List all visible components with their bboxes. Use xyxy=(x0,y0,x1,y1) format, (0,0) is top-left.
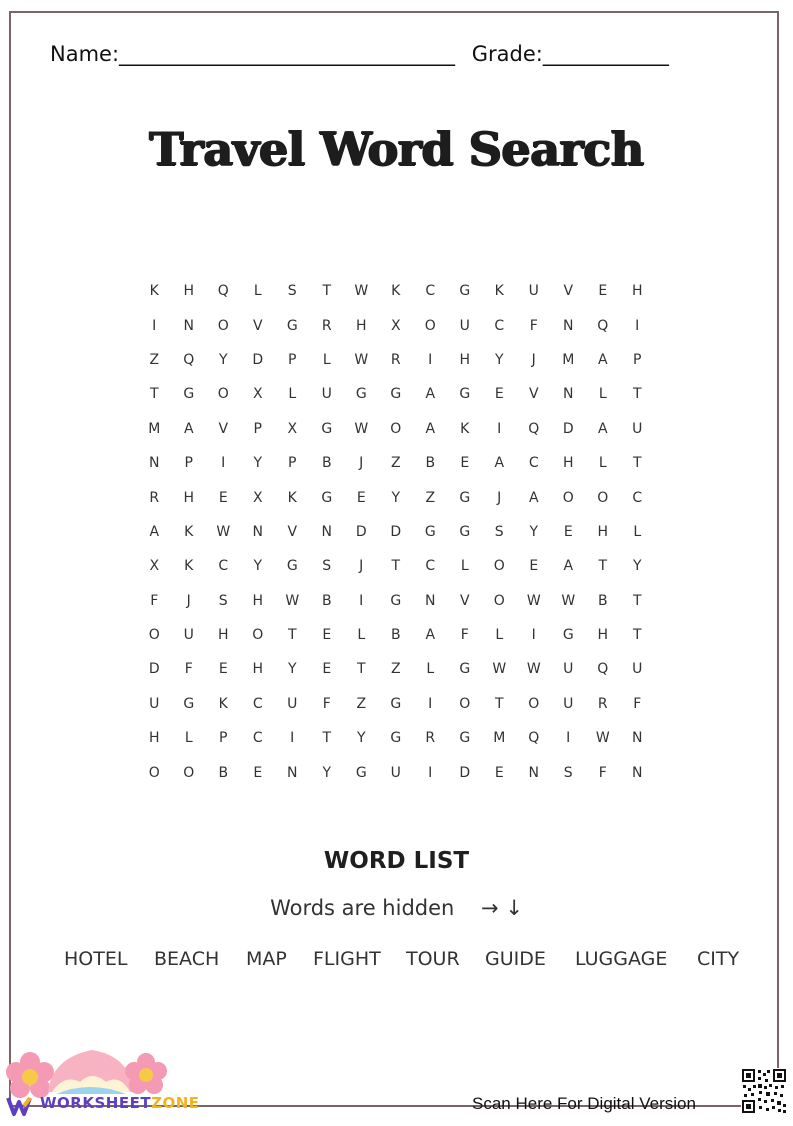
grid-cell[interactable]: M xyxy=(562,351,575,368)
grid-row xyxy=(137,549,655,583)
grid-cell[interactable]: N xyxy=(563,386,574,403)
grid-cell[interactable]: G xyxy=(459,283,471,300)
grid-cell[interactable]: O xyxy=(217,386,229,403)
grid-cell[interactable]: G xyxy=(459,386,471,403)
grid-cell[interactable]: E xyxy=(218,661,228,678)
grid-cell[interactable]: J xyxy=(497,489,502,506)
grid-cell[interactable]: A xyxy=(528,489,539,506)
word-list-title: WORD LIST xyxy=(323,848,470,874)
grid-cell[interactable]: U xyxy=(632,420,643,437)
grid-cell[interactable]: W xyxy=(561,592,576,609)
grid-cell[interactable]: K xyxy=(184,558,194,575)
grid-cell[interactable]: H xyxy=(459,351,471,368)
grid-cell[interactable]: Z xyxy=(356,695,367,712)
grid-cell[interactable]: G xyxy=(321,489,333,506)
grid-cell[interactable]: E xyxy=(322,661,332,678)
grid-cell[interactable]: G xyxy=(355,386,367,403)
grid-cell[interactable]: C xyxy=(218,558,229,575)
brand-main: WORKSHEET xyxy=(40,1094,152,1112)
grid-row xyxy=(137,618,655,652)
grid-cell[interactable]: J xyxy=(531,351,536,368)
grid-cell[interactable]: V xyxy=(287,523,298,540)
grid-cell[interactable]: R xyxy=(597,695,608,712)
grid-cell[interactable]: W xyxy=(595,730,610,747)
grid-cell[interactable]: G xyxy=(286,558,298,575)
grid-cell[interactable]: S xyxy=(563,764,573,781)
grid-cell[interactable]: B xyxy=(597,592,608,609)
grid-cell[interactable]: K xyxy=(218,695,228,712)
grid-cell[interactable]: S xyxy=(287,283,297,300)
grid-cell[interactable]: C xyxy=(425,558,436,575)
grid-cell[interactable]: G xyxy=(183,386,195,403)
grid-row xyxy=(137,584,655,618)
grid-cell[interactable]: E xyxy=(563,523,573,540)
grid-cell[interactable]: Y xyxy=(218,351,228,368)
grid-cell[interactable]: U xyxy=(149,695,160,712)
grid-cell[interactable]: U xyxy=(563,661,574,678)
grid-cell[interactable]: G xyxy=(459,730,471,747)
grid-cell[interactable]: O xyxy=(148,764,160,781)
grid-row xyxy=(137,721,655,755)
grid-cell[interactable]: T xyxy=(356,661,366,678)
grid-row xyxy=(137,274,655,308)
grid-cell[interactable]: D xyxy=(355,523,367,540)
grid-cell[interactable]: A xyxy=(597,351,608,368)
grid-cell[interactable]: K xyxy=(460,420,470,437)
grid-cell[interactable]: L xyxy=(460,558,469,575)
grid-cell[interactable]: G xyxy=(562,627,574,644)
grid-cell[interactable]: N xyxy=(252,523,263,540)
grid-cell[interactable]: A xyxy=(183,420,194,437)
grid-cell[interactable]: G xyxy=(459,489,471,506)
grid-cell[interactable]: Y xyxy=(253,455,263,472)
grid-cell[interactable]: B xyxy=(425,455,436,472)
grid-cell[interactable]: I xyxy=(152,317,157,334)
grid-cell[interactable]: K xyxy=(287,489,297,506)
grid-cell[interactable]: Z xyxy=(425,489,436,506)
grid-cell[interactable]: N xyxy=(528,764,539,781)
grid-cell[interactable]: G xyxy=(424,523,436,540)
grid-row xyxy=(137,652,655,686)
grid-cell[interactable]: N xyxy=(287,764,298,781)
grid-cell[interactable]: U xyxy=(563,695,574,712)
grid-cell[interactable]: G xyxy=(390,695,402,712)
grid-cell[interactable]: C xyxy=(528,455,539,472)
grid-cell[interactable]: N xyxy=(632,730,643,747)
grid-cell[interactable]: D xyxy=(562,420,574,437)
qr-code-icon[interactable] xyxy=(741,1068,787,1114)
grid-cell[interactable]: S xyxy=(322,558,332,575)
grid-cell[interactable]: G xyxy=(321,420,333,437)
grid-cell[interactable]: S xyxy=(494,523,504,540)
grid-cell[interactable]: C xyxy=(252,730,263,747)
grid-cell[interactable]: A xyxy=(597,420,608,437)
grid-cell[interactable]: W xyxy=(354,283,369,300)
grid-cell[interactable]: F xyxy=(460,627,469,644)
grid-cell[interactable]: O xyxy=(562,489,574,506)
grid-cell[interactable]: U xyxy=(459,317,470,334)
grid-cell[interactable]: Y xyxy=(494,351,504,368)
grid-cell[interactable]: A xyxy=(494,455,505,472)
grid-cell[interactable]: H xyxy=(562,455,574,472)
grid-cell[interactable]: Z xyxy=(390,661,401,678)
worksheetzone-logo[interactable] xyxy=(0,1040,210,1122)
grid-cell[interactable]: Q xyxy=(597,317,609,334)
grid-cell[interactable]: T xyxy=(632,386,642,403)
grid-cell[interactable]: P xyxy=(288,351,297,368)
grid-cell[interactable]: O xyxy=(528,695,540,712)
grid-cell[interactable]: E xyxy=(460,455,470,472)
grid-cell[interactable]: N xyxy=(183,317,194,334)
brand-wordmark xyxy=(40,1094,200,1112)
grid-cell[interactable]: L xyxy=(598,386,607,403)
grid-cell[interactable]: O xyxy=(493,558,505,575)
grid-cell[interactable]: W xyxy=(354,351,369,368)
grid-cell[interactable]: G xyxy=(286,317,298,334)
grid-cell[interactable]: O xyxy=(148,627,160,644)
grid-cell[interactable]: G xyxy=(459,661,471,678)
grid-cell[interactable]: H xyxy=(597,627,609,644)
grid-cell[interactable]: Y xyxy=(632,558,642,575)
grid-cell[interactable]: F xyxy=(150,592,159,609)
word-item: LUGGAGE xyxy=(575,948,668,970)
grid-cell[interactable]: X xyxy=(149,558,160,575)
grid-cell[interactable]: O xyxy=(459,695,471,712)
grid-cell[interactable]: P xyxy=(219,730,228,747)
grid-cell[interactable]: U xyxy=(632,661,643,678)
word-item: GUIDE xyxy=(485,948,546,970)
grid-cell[interactable]: Y xyxy=(391,489,401,506)
grid-cell[interactable]: S xyxy=(218,592,228,609)
grid-cell[interactable]: W xyxy=(354,420,369,437)
grid-cell[interactable]: I xyxy=(428,764,433,781)
grid-row xyxy=(137,343,655,377)
grid-cell[interactable]: K xyxy=(184,523,194,540)
grid-cell[interactable]: D xyxy=(390,523,402,540)
grid-cell[interactable]: U xyxy=(183,627,194,644)
grid-cell[interactable]: D xyxy=(459,764,471,781)
grid-cell[interactable]: N xyxy=(149,455,160,472)
grid-cell[interactable]: F xyxy=(633,695,642,712)
grid-cell[interactable]: Q xyxy=(597,661,609,678)
grid-cell[interactable]: L xyxy=(288,386,297,403)
grid-cell[interactable]: H xyxy=(148,730,160,747)
grid-cell[interactable]: T xyxy=(322,283,332,300)
grid-cell[interactable]: T xyxy=(149,386,159,403)
grid-cell[interactable]: K xyxy=(149,283,159,300)
word-item: CITY xyxy=(697,948,740,970)
grid-cell[interactable]: T xyxy=(632,627,642,644)
grid-cell[interactable]: O xyxy=(424,317,436,334)
grid-cell[interactable]: Q xyxy=(528,420,540,437)
grid-cell[interactable]: L xyxy=(633,523,642,540)
header-line xyxy=(50,42,740,66)
grid-cell[interactable]: V xyxy=(218,420,229,437)
grid-cell[interactable]: Z xyxy=(149,351,160,368)
grid-cell[interactable]: V xyxy=(252,317,263,334)
grid-cell[interactable]: H xyxy=(631,283,643,300)
grid-cell[interactable]: V xyxy=(459,592,470,609)
grid-cell[interactable]: G xyxy=(355,764,367,781)
grid-cell[interactable]: G xyxy=(390,730,402,747)
grid-cell[interactable]: N xyxy=(632,764,643,781)
grid-cell[interactable]: B xyxy=(321,592,332,609)
grid-cell[interactable]: Y xyxy=(322,764,332,781)
grid-cell[interactable]: P xyxy=(253,420,262,437)
grid-cell[interactable]: T xyxy=(391,558,401,575)
grid-row xyxy=(137,377,655,411)
grid-cell[interactable]: E xyxy=(253,764,263,781)
grid-cell[interactable]: A xyxy=(425,627,436,644)
grid-cell[interactable]: P xyxy=(288,455,297,472)
scan-text: Scan Here For Digital Version xyxy=(472,1094,696,1113)
grid-cell[interactable]: N xyxy=(425,592,436,609)
grid-cell[interactable]: T xyxy=(287,627,297,644)
grid-cell[interactable]: A xyxy=(425,386,436,403)
grid-row xyxy=(137,515,655,549)
grid-cell[interactable]: G xyxy=(183,695,195,712)
grid-cell[interactable]: Q xyxy=(528,730,540,747)
grid-cell[interactable]: C xyxy=(425,283,436,300)
grid-row xyxy=(137,308,655,342)
grid-cell[interactable]: Y xyxy=(253,558,263,575)
grid-cell[interactable]: U xyxy=(528,283,539,300)
grid-cell[interactable]: D xyxy=(252,351,264,368)
grid-cell[interactable]: U xyxy=(287,695,298,712)
word-list xyxy=(64,948,754,978)
grid-cell[interactable]: C xyxy=(494,317,505,334)
grid-cell[interactable]: T xyxy=(632,592,642,609)
grid-cell[interactable]: G xyxy=(390,592,402,609)
grid-cell[interactable]: H xyxy=(217,627,229,644)
grid-cell[interactable]: O xyxy=(252,627,264,644)
grid-cell[interactable]: X xyxy=(252,489,263,506)
word-item: BEACH xyxy=(154,948,220,970)
grid-cell[interactable]: V xyxy=(528,386,539,403)
grid-cell[interactable]: E xyxy=(322,627,332,644)
word-item: MAP xyxy=(246,948,287,970)
grid-cell[interactable]: O xyxy=(597,489,609,506)
grade-field[interactable]: Grade:____________ xyxy=(471,42,669,66)
grid-cell[interactable]: F xyxy=(598,764,607,781)
grid-cell[interactable]: W xyxy=(526,592,541,609)
grid-cell[interactable]: R xyxy=(425,730,436,747)
grid-cell[interactable]: O xyxy=(217,317,229,334)
grid-cell[interactable]: L xyxy=(322,351,331,368)
grid-cell[interactable]: O xyxy=(390,420,402,437)
grid-cell[interactable]: F xyxy=(184,661,193,678)
grid-cell[interactable]: A xyxy=(563,558,574,575)
grid-cell[interactable]: L xyxy=(426,661,435,678)
grid-cell[interactable]: J xyxy=(359,558,364,575)
grid-cell[interactable]: O xyxy=(493,592,505,609)
grid-cell[interactable]: G xyxy=(459,523,471,540)
word-item: TOUR xyxy=(406,948,460,970)
grid-cell[interactable]: F xyxy=(529,317,538,334)
grid-cell[interactable]: P xyxy=(633,351,642,368)
grid-cell[interactable]: A xyxy=(149,523,160,540)
grid-cell[interactable]: M xyxy=(148,420,161,437)
grid-cell[interactable]: Q xyxy=(183,351,195,368)
grid-cell[interactable]: B xyxy=(321,455,332,472)
grid-cell[interactable]: B xyxy=(390,627,401,644)
grid-row xyxy=(137,480,655,514)
grid-cell[interactable]: M xyxy=(493,730,506,747)
grid-cell[interactable]: N xyxy=(321,523,332,540)
grid-cell[interactable]: I xyxy=(531,627,536,644)
grid-cell[interactable]: X xyxy=(287,420,298,437)
grid-cell[interactable]: T xyxy=(598,558,608,575)
grid-cell[interactable]: I xyxy=(290,730,295,747)
grid-cell[interactable]: E xyxy=(494,764,504,781)
grid-cell[interactable]: W xyxy=(492,661,507,678)
grid-cell[interactable]: I xyxy=(566,730,571,747)
grid-cell[interactable]: E xyxy=(529,558,539,575)
grid-cell[interactable]: H xyxy=(252,661,264,678)
word-item: FLIGHT xyxy=(313,948,381,970)
grid-cell[interactable]: K xyxy=(391,283,401,300)
grid-cell[interactable]: H xyxy=(252,592,264,609)
grid-cell[interactable]: F xyxy=(322,695,331,712)
grid-cell[interactable]: K xyxy=(494,283,504,300)
grid-cell[interactable]: C xyxy=(252,695,263,712)
grid-cell[interactable]: R xyxy=(321,317,332,334)
grid-cell[interactable]: Q xyxy=(217,283,229,300)
grid-cell[interactable]: B xyxy=(218,764,229,781)
grid-cell[interactable]: U xyxy=(390,764,401,781)
grid-cell[interactable]: T xyxy=(494,695,504,712)
grid-cell[interactable]: E xyxy=(218,489,228,506)
grid-cell[interactable]: J xyxy=(359,455,364,472)
grid-cell[interactable]: I xyxy=(497,420,502,437)
grid-cell[interactable]: H xyxy=(355,317,367,334)
word-list-hint: Words are hidden → ↓ xyxy=(270,896,523,920)
grid-cell[interactable]: Z xyxy=(390,455,401,472)
letter-grid xyxy=(137,274,655,790)
word-item: HOTEL xyxy=(64,948,128,970)
grid-cell[interactable]: U xyxy=(321,386,332,403)
grid-cell[interactable]: L xyxy=(495,627,504,644)
grid-cell[interactable]: Y xyxy=(287,661,297,678)
grid-cell[interactable]: R xyxy=(149,489,160,506)
grid-row xyxy=(137,687,655,721)
grid-cell[interactable]: E xyxy=(598,283,608,300)
grid-cell[interactable]: L xyxy=(184,730,193,747)
grid-cell[interactable]: I xyxy=(221,455,226,472)
grid-cell[interactable]: O xyxy=(183,764,195,781)
grid-cell[interactable]: X xyxy=(252,386,263,403)
grid-cell[interactable]: I xyxy=(428,695,433,712)
grid-cell[interactable]: W xyxy=(216,523,231,540)
grid-cell[interactable]: I xyxy=(635,317,640,334)
grid-cell[interactable]: V xyxy=(563,283,574,300)
page-title: Travel Word Search xyxy=(149,122,644,176)
grid-cell[interactable]: T xyxy=(322,730,332,747)
grid-cell[interactable]: H xyxy=(597,523,609,540)
grid-cell[interactable]: T xyxy=(632,455,642,472)
grid-cell[interactable]: N xyxy=(563,317,574,334)
grid-cell[interactable]: R xyxy=(390,351,401,368)
grid-cell[interactable]: D xyxy=(148,661,160,678)
grid-cell[interactable]: X xyxy=(390,317,401,334)
grid-cell[interactable]: H xyxy=(183,489,195,506)
grid-cell[interactable]: G xyxy=(390,386,402,403)
brand-accent: ZONE xyxy=(151,1094,200,1112)
grid-cell[interactable]: I xyxy=(428,351,433,368)
grid-cell[interactable]: J xyxy=(186,592,191,609)
grid-cell[interactable]: W xyxy=(285,592,300,609)
grid-cell[interactable]: P xyxy=(184,455,193,472)
grid-cell[interactable]: H xyxy=(183,283,195,300)
grid-cell[interactable]: L xyxy=(253,283,262,300)
grid-row xyxy=(137,755,655,789)
grid-cell[interactable]: I xyxy=(359,592,364,609)
grid-cell[interactable]: Y xyxy=(356,730,366,747)
grid-cell[interactable]: E xyxy=(356,489,366,506)
grid-cell[interactable]: C xyxy=(632,489,643,506)
grid-cell[interactable]: L xyxy=(598,455,607,472)
grid-row xyxy=(137,446,655,480)
grid-cell[interactable]: L xyxy=(357,627,366,644)
grid-row xyxy=(137,412,655,446)
grid-cell[interactable]: A xyxy=(425,420,436,437)
grid-cell[interactable]: Y xyxy=(529,523,539,540)
name-field[interactable]: Name:________________________________ xyxy=(50,42,456,66)
grid-cell[interactable]: E xyxy=(494,386,504,403)
grid-cell[interactable]: W xyxy=(526,661,541,678)
